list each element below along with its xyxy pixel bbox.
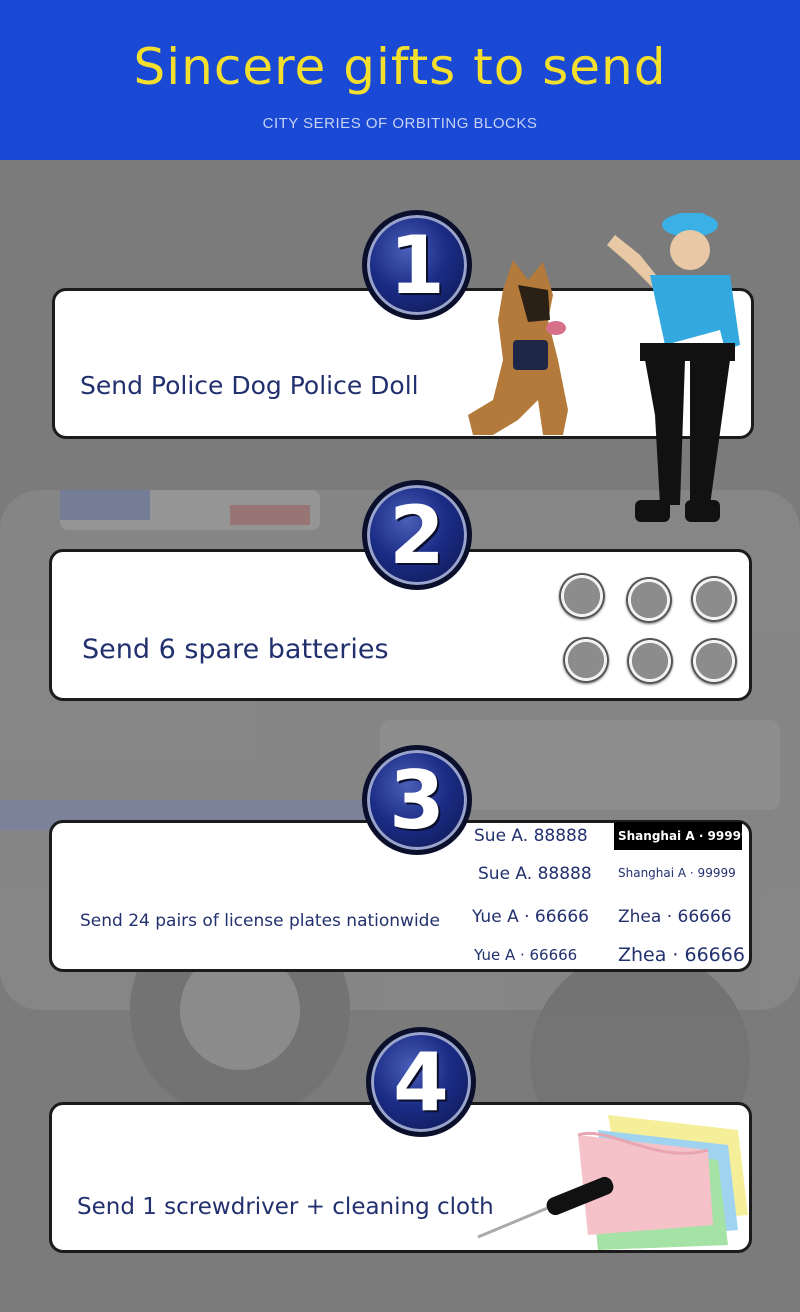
gift-label-2: Send 6 spare batteries [82, 634, 389, 665]
battery-6 [691, 638, 737, 684]
number-badge-2: 2 [362, 480, 472, 590]
page-title: Sincere gifts to send [133, 38, 667, 96]
battery-1 [559, 573, 605, 619]
police-dog-figure [458, 250, 583, 440]
battery-2 [626, 577, 672, 623]
header-banner [0, 0, 800, 160]
gift-label-4: Send 1 screwdriver + cleaning cloth [77, 1194, 494, 1220]
number-badge-3: 3 [362, 745, 472, 855]
page-subtitle: CITY SERIES OF ORBITING BLOCKS [262, 115, 538, 132]
number-badge-1: 1 [362, 210, 472, 320]
battery-3 [691, 576, 737, 622]
police-officer-figure [595, 205, 745, 530]
license-plate: Zhea · 66666 [618, 907, 732, 927]
gift-label-3: Send 24 pairs of license plates nationwide [80, 911, 440, 931]
battery-5 [627, 638, 673, 684]
gift-label-1: Send Police Dog Police Doll [80, 371, 419, 400]
license-plate: Zhea · 66666 [618, 944, 745, 966]
license-plate: Sue A. 88888 [474, 826, 588, 846]
license-plate: Shanghai A · 99999 [614, 822, 742, 850]
number-badge-4: 4 [366, 1027, 476, 1137]
license-plate: Yue A · 66666 [474, 946, 578, 964]
license-plate: Shanghai A · 99999 [618, 866, 736, 880]
license-plate: Sue A. 88888 [478, 864, 592, 884]
battery-4 [563, 637, 609, 683]
screwdriver-image [470, 1175, 615, 1245]
license-plate: Yue A · 66666 [472, 907, 589, 927]
